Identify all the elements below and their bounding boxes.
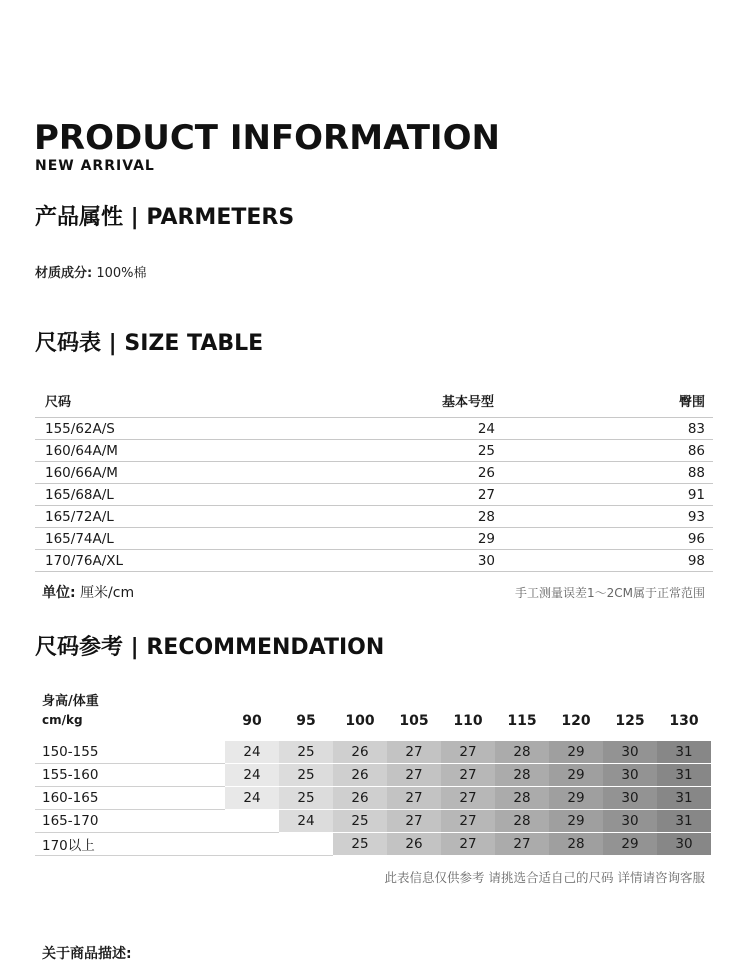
size-cell: 26 [387, 833, 441, 856]
column-header-size: 尺码 [35, 383, 346, 418]
table-cell: 165/68A/L [35, 484, 346, 506]
material-label: 材质成分: [35, 266, 93, 281]
size-cell: 25 [333, 810, 387, 833]
size-cell: 27 [387, 741, 441, 764]
size-cell: 29 [603, 833, 657, 856]
size-cell: 27 [387, 787, 441, 810]
table-cell: 165/72A/L [35, 506, 346, 528]
table-cell: 93 [495, 506, 713, 528]
table-row [35, 462, 713, 484]
size-cell: 31 [657, 764, 711, 787]
unit-label: 单位: [42, 585, 76, 601]
table-cell: 91 [495, 484, 713, 506]
size-cell: 28 [495, 810, 549, 833]
weight-header: 115 [507, 713, 537, 729]
about-description-label: 关于商品描述: [42, 946, 132, 962]
unit-info [42, 582, 134, 602]
size-cell: 26 [333, 764, 387, 787]
table-row [35, 550, 713, 572]
size-cell: 27 [441, 833, 495, 856]
size-cell: 29 [549, 810, 603, 833]
weight-header: 105 [399, 713, 429, 729]
size-cell: 24 [225, 787, 279, 810]
table-row [35, 484, 713, 506]
table-cell: 86 [495, 440, 713, 462]
size-cell: 27 [441, 741, 495, 764]
size-cell: 24 [279, 810, 333, 833]
unit-value: 厘米/cm [80, 585, 135, 601]
table-cell: 155/62A/S [35, 418, 346, 440]
material-value: 100%棉 [96, 266, 147, 281]
table-cell: 27 [346, 484, 495, 506]
size-cell: 28 [495, 741, 549, 764]
table-cell: 83 [495, 418, 713, 440]
table-cell: 24 [346, 418, 495, 440]
recommendation-note: 此表信息仅供参考 请挑选合适自己的尺码 详情请咨询客服 [384, 870, 705, 885]
table-row [35, 528, 713, 550]
table-cell: 96 [495, 528, 713, 550]
size-cell: 29 [549, 787, 603, 810]
table-cell: 28 [346, 506, 495, 528]
size-cell: 27 [441, 787, 495, 810]
height-label: 150-155 [35, 741, 225, 764]
recommendation-title: 尺码参考 | RECOMMENDATION [35, 635, 385, 660]
table-cell: 26 [346, 462, 495, 484]
material-info [35, 262, 147, 281]
weight-header: 95 [296, 713, 316, 729]
table-row [35, 418, 713, 440]
height-label: 155-160 [35, 764, 225, 787]
size-cell: 30 [603, 764, 657, 787]
size-cell: 25 [279, 741, 333, 764]
size-cell [225, 810, 279, 833]
weight-header: 130 [669, 713, 699, 729]
weight-header: 110 [453, 713, 483, 729]
size-table [35, 383, 713, 572]
table-cell: 160/66A/M [35, 462, 346, 484]
weight-header: 100 [345, 713, 375, 729]
size-cell: 25 [333, 833, 387, 856]
size-cell: 24 [225, 741, 279, 764]
page-title: PRODUCT INFORMATION [34, 118, 500, 158]
size-cell: 26 [333, 741, 387, 764]
table-row [35, 787, 711, 810]
table-row [35, 810, 711, 833]
size-cell: 25 [279, 764, 333, 787]
weight-header-row [225, 713, 711, 735]
column-header-hip: 臀围 [495, 383, 713, 418]
table-cell: 170/76A/XL [35, 550, 346, 572]
size-cell: 31 [657, 741, 711, 764]
size-table-title: 尺码表 | SIZE TABLE [35, 331, 264, 356]
size-table-header [35, 383, 713, 418]
size-cell: 27 [495, 833, 549, 856]
weight-header: 90 [242, 713, 262, 729]
size-cell: 27 [387, 810, 441, 833]
height-weight-unit: cm/kg [42, 713, 83, 727]
table-cell: 88 [495, 462, 713, 484]
size-cell: 24 [225, 764, 279, 787]
size-cell [225, 833, 279, 856]
size-cell: 27 [441, 764, 495, 787]
size-cell: 27 [441, 810, 495, 833]
height-weight-label-cn: 身高/体重 [42, 694, 99, 709]
table-row [35, 764, 711, 787]
table-cell: 98 [495, 550, 713, 572]
table-cell: 165/74A/L [35, 528, 346, 550]
size-cell: 28 [495, 764, 549, 787]
size-cell [279, 833, 333, 856]
weight-header: 125 [615, 713, 645, 729]
table-row [35, 440, 713, 462]
size-cell: 28 [495, 787, 549, 810]
table-row [35, 506, 713, 528]
height-label: 165-170 [35, 810, 225, 833]
table-cell: 29 [346, 528, 495, 550]
height-weight-label [42, 692, 99, 730]
column-header-basic-type: 基本号型 [346, 383, 495, 418]
table-row [35, 741, 711, 764]
table-cell: 25 [346, 440, 495, 462]
size-cell: 30 [603, 787, 657, 810]
table-cell: 160/64A/M [35, 440, 346, 462]
parameters-title: 产品属性 | PARMETERS [35, 205, 295, 230]
size-cell: 30 [657, 833, 711, 856]
measurement-note: 手工测量误差1～2CM属于正常范围 [514, 586, 705, 600]
height-label: 170以上 [35, 833, 225, 856]
size-cell: 29 [549, 764, 603, 787]
recommendation-table [35, 741, 711, 856]
size-cell: 27 [387, 764, 441, 787]
size-cell: 31 [657, 810, 711, 833]
table-cell: 30 [346, 550, 495, 572]
size-cell: 30 [603, 810, 657, 833]
size-cell: 30 [603, 741, 657, 764]
size-cell: 28 [549, 833, 603, 856]
weight-header: 120 [561, 713, 591, 729]
table-row [35, 833, 711, 856]
size-cell: 31 [657, 787, 711, 810]
height-label: 160-165 [35, 787, 225, 810]
size-cell: 25 [279, 787, 333, 810]
size-cell: 29 [549, 741, 603, 764]
page-subtitle: NEW ARRIVAL [35, 158, 155, 174]
size-cell: 26 [333, 787, 387, 810]
